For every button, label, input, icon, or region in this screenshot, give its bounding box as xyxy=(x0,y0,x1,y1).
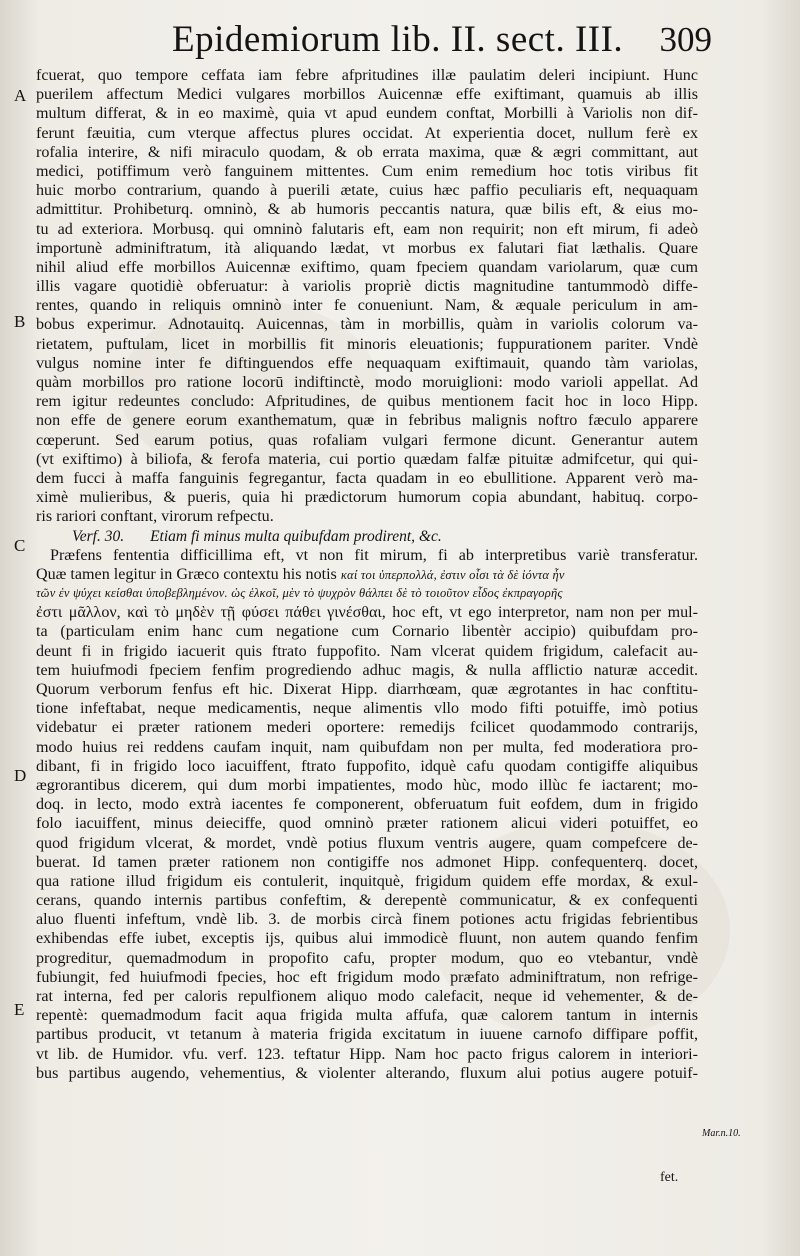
text-line: multum differat, & in eo maximè, quia vt apud eundem conftat, Morbilli à Variolis non dif- xyxy=(36,105,698,123)
text-line: partibus producit, vt tetanum à materia frigida excitatum in iuuene carnofo diffipare poffit, xyxy=(36,1026,698,1044)
text-line: Præfens fententia difficillima eft, vt non fit mirum, fi ab interpretibus variè transferatur. xyxy=(50,546,698,564)
text-line: ægrorantibus dicerem, qui dum morbi impatientes, modo hùc, modo illùc fe iactarent; mo- xyxy=(36,776,698,794)
text-line: ta (particulam enim hanc cum negatione cum Cornario libentèr accipio) quibufdam pro- xyxy=(36,623,698,641)
body-text xyxy=(36,66,698,1083)
text-line: tione infeftabat, neque medicamentis, neque alimentis vllo modo fifti potuiffe, imò potius xyxy=(36,700,698,718)
margin-letter-b: B xyxy=(14,312,26,331)
text-line: fcuerat, quo tempore ceffata iam febre afpritudines illæ paulatim deleri incipiunt. Hunc xyxy=(36,67,698,84)
text-line: rat interna, fed per caloris repulfionem aliquo modo calefacit, neque id vehementer, & de- xyxy=(36,988,698,1005)
text-line: exhibendas effe iubet, exceptis ijs, quibus alui immodicè fluunt, non autem quando fenfim xyxy=(36,930,698,948)
text-line: repentè: quemadmodum facit aqua frigida multa affufa, quæ calorem tantum in internis xyxy=(36,1007,698,1025)
text-line: rofalia interire, & nifi miraculo quodam, & ob errata maxima, quæ & ægri committant, aut xyxy=(36,143,698,161)
text-line: cœperunt. Sed earum potius, quas rofaliam vulgari fermone dicunt. Generantur autem xyxy=(36,431,698,449)
text-line: progreditur, quemadmodum in propofito cafu, propter modum, quo eo vtebantur, vndè xyxy=(36,949,698,967)
text-line: rem igitur redeuntes concludo: Afpritudines, de quibus mentionem facit hoc in loco Hipp. xyxy=(36,393,698,411)
text-line: rentes, quando in reliquis omninò inter fe conueniunt. Nam, & æquale periculum in am- xyxy=(36,297,698,315)
text-line: deunt fi in frigido iacuerit quis ftrato fuppofito. Nam vlcerat quidem frigidum, calefacit au- xyxy=(36,642,698,660)
page-number: 309 xyxy=(659,20,712,59)
text-line xyxy=(36,565,698,584)
text-line: (vt exiftimo) à biliofa, & ferofa materia, cui portio quædam falfæ pituitæ admifcetur, qui qui- xyxy=(36,450,698,468)
verse-lemma: Etiam fi minus multa quibufdam prodirent, &c. xyxy=(150,527,442,545)
catchword: fet. xyxy=(660,1170,679,1185)
text-line: quod frigidum vlcerat, & mordet, vndè potius fluxum ventris augere, quam compefcere de- xyxy=(36,834,698,852)
running-head: Epidemiorum lib. II. sect. III. xyxy=(172,19,624,60)
text-line: ferunt fæuitia, cum vterque affectus plures occidat. At experientia docet, nullum ferè ex xyxy=(36,124,698,142)
text-line: bus partibus augendo, vehementius, & violenter alterando, fluxum alui potius augere potuif- xyxy=(36,1064,698,1082)
greek-text: καί τοι ὑπερπολλά, ἐστιν οἶσι τὰ δὲ ἰόντα ἦν xyxy=(340,567,565,582)
text-line: tem huiufmodi fpeciem fenfim progrediendo adhuc magis, & nulla afflictio naturæ accedit. xyxy=(36,661,698,679)
text-line: admittitur. Prohibeturq. omninò, & ab humoris peccantis natura, quæ bilis eft, & eius mo- xyxy=(36,201,698,219)
text-line: rietatem, puftulam, licet in morbillis fit minoris eleuationis; fuppurationem pariter. Vndè xyxy=(36,335,698,353)
text-line: ximè mulieribus, & pueris, quia hi prædictorum humorum copia abundant, habituq. corpo- xyxy=(36,489,698,507)
text-line: Quorum verborum fenfus eft hic. Dixerat Hipp. diarrhœam, quæ ægrotantes in hac conftitu- xyxy=(36,681,698,698)
text-line: quàm morbillos pro ratione locorū indiftinctè, modo moruiglioni: modo varioli appellat. Ad xyxy=(36,374,698,391)
margin-letter-d: D xyxy=(14,766,27,785)
text-line: videbatur ei præter rationem mederi oportere: remedijs fcilicet quodammodo contrarijs, xyxy=(36,719,698,737)
text-line: importunè adminiftratum, ità aliquando lædat, vt morbus ex falutari fiat læthalis. Quare xyxy=(36,239,698,257)
text-line: illis vagare quotidiè obferuatur: à variolis propriè dictis magnitudine tantummodò diffe- xyxy=(36,278,698,296)
text-line: modo huius rei reddens caufam inquit, nam quibufdam non per multa, fed moderatiora pro- xyxy=(36,738,698,756)
marginal-note: Mar.n.10. xyxy=(702,1128,741,1139)
text-line: vulgus nomine inter fe diftinguendos effe nequaquam exiftimauit, quando tàm variolas, xyxy=(36,354,698,372)
text-line: vt lib. de Humidor. vfu. verf. 123. teftatur Hipp. Nam hoc pacto frigus calorem in interiori- xyxy=(36,1045,698,1063)
page-header xyxy=(0,14,800,64)
text-line: qua ratione illud frigidum eis contulerit, inquitquè, frigidum quidem effe mordax, & exul- xyxy=(36,872,698,890)
text-line: cerans, quando internis partibus confeftim, & derepentè communicatur, & ex confequenti xyxy=(36,892,698,910)
text-line: puerilem affectum Medici vulgares morbillos Auicennæ effe exiftimant, quamuis ab illis xyxy=(36,86,698,104)
text-line: huic morbo contrarium, quando à puerili ætate, cuius hæc paffio peculiaris eft, nequaquam xyxy=(36,182,698,200)
text-line: ris rariori conftant, virorum refpectu. xyxy=(36,508,274,526)
text-line: fubiungit, fed huiufmodi fpecies, hoc eft frigidum modo præfato adminiftratum, non refrige- xyxy=(36,968,698,986)
margin-letter-a: A xyxy=(14,86,27,105)
margin-letter-c: C xyxy=(14,536,26,555)
text-line: folo iacuiffent, minus deieciffe, quod omninò præter rationem alicui videri potuiffet, eo xyxy=(36,815,698,833)
greek-line: τῶν ἐν ψύχει κείσθαι ὑποβεβλημένον. ὡς ἑλκοῖ, μὲν τὸ ψυχρὸν θάλπει δὲ τὸ τοιοῦτον εἶδος ἐκπραγορῆς xyxy=(36,586,563,601)
text-line: nihil aliud effe morbillos Auicennæ exiftimo, quam fpeciem quandam variolarum, quæ cum xyxy=(36,258,698,276)
text-line: ἐστι μᾶλλον, καὶ τὸ μηδὲν τῇ φύσει πάθει γινέσθαι, hoc eft, vt ego interpretor, nam non per mul- xyxy=(36,604,698,622)
text-line: medici, potiffimum verò fanguinem mittentes. Cum enim remedium hoc totis viribus fit xyxy=(36,162,698,180)
text-line: bobus experimur. Adnotauitq. Auicennas, tàm in morbillis, quàm in variolis colorum va- xyxy=(36,316,698,334)
verse-label: Verf. 30. xyxy=(72,527,125,545)
text-line: tu ad exteriora. Morbusq. qui omninò falutaris eft, eam non requirit; non eft mirum, fi adeò xyxy=(36,220,698,238)
text-line: dem fucci à maffa fanguinis fegregantur, facta quadam in eo ebullitione. Apparent verò ma- xyxy=(36,469,698,487)
text-line: aluo fluenti infeftum, vndè lib. 3. de morbis circà finem potiones actu frigidas febrientibus xyxy=(36,911,698,929)
text-line: buerat. Id tamen præter rationem non contigiffe nos admonet Hipp. confequenterq. docet, xyxy=(36,853,698,871)
text-line: dibant, fi in frigido loco iacuiffent, ftrato fuppofito, idquè cafu quodam contigiffe aliquibus xyxy=(36,757,698,775)
text-line: non effe de genere eorum exanthematum, quæ in febribus malignis noftro fæculo apparere xyxy=(36,412,698,430)
margin-letter-e: E xyxy=(14,1000,25,1019)
verse-heading xyxy=(36,527,698,546)
text-fragment: Quæ tamen legitur in Græco contextu his notis xyxy=(36,565,337,583)
text-line: doq. in lecto, modo extrà iacentes fe componerent, obferuatum fuit eofdem, dum in frigido xyxy=(36,796,698,814)
